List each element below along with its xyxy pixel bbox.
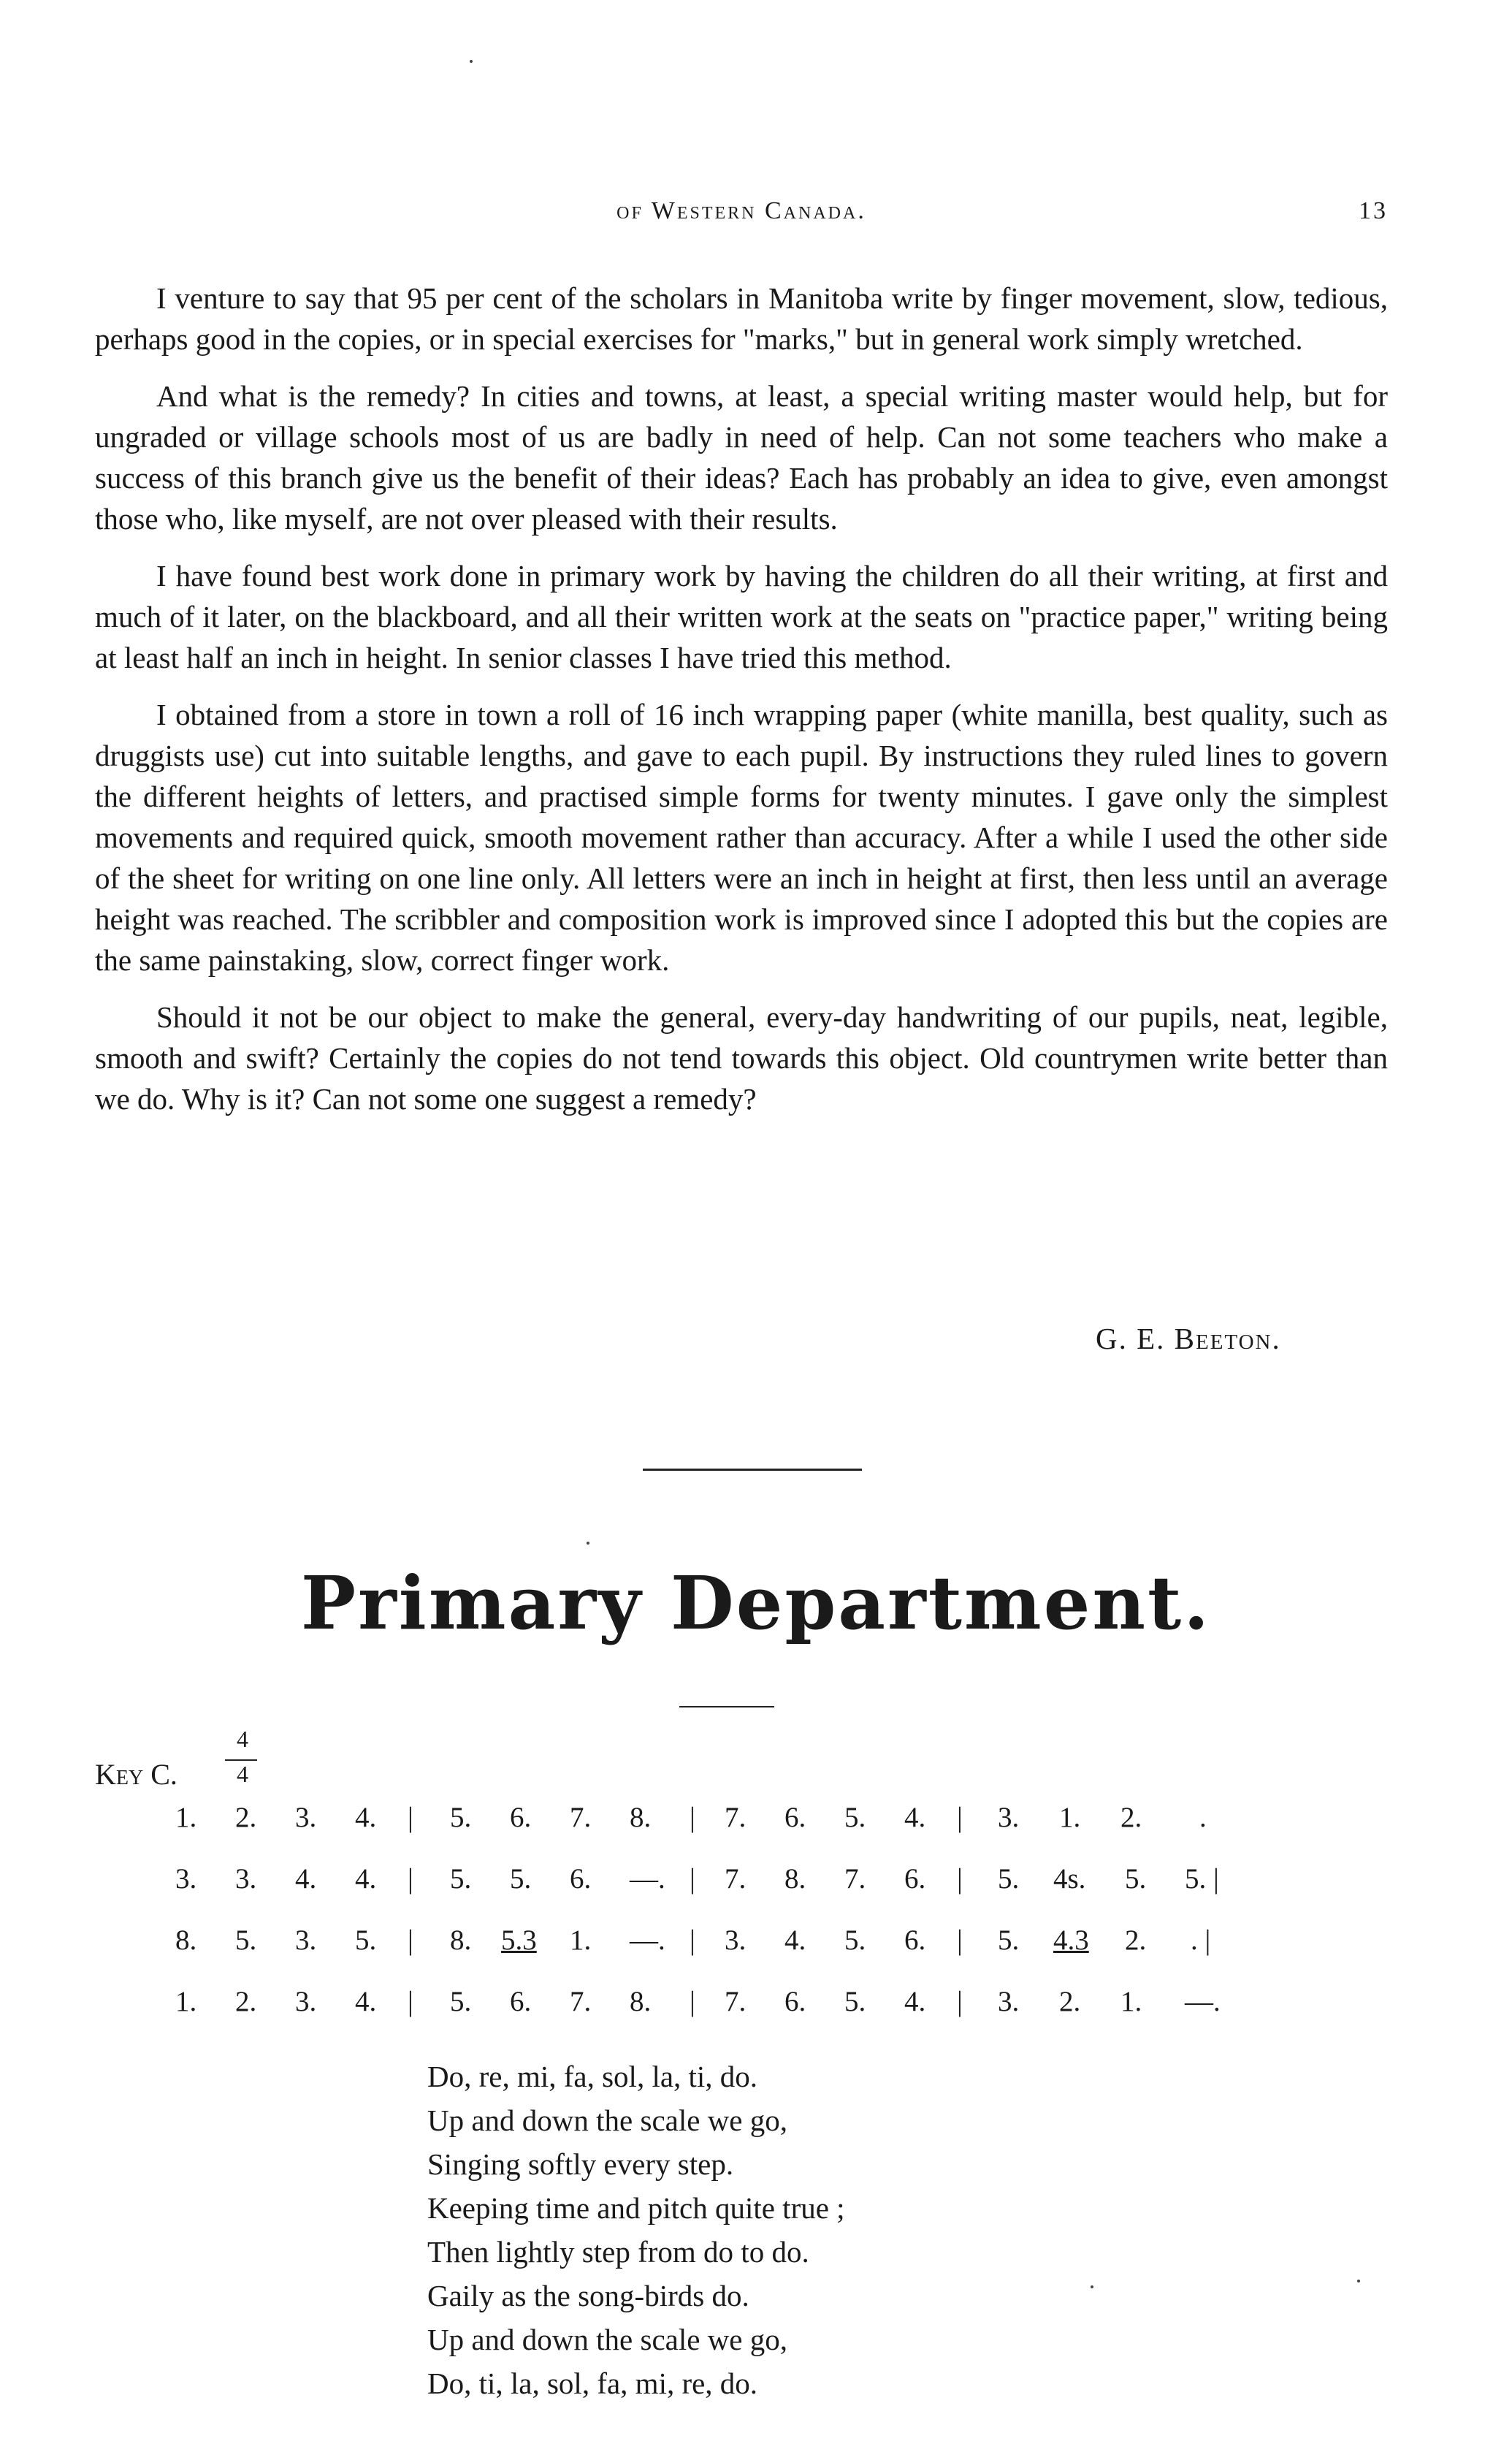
note: 1. (570, 1924, 592, 1956)
paragraph: I venture to say that 95 per cent of the scholars in Manitoba write by finger movement, slow, tedious, perhaps good in the copies, or in special exercises for "marks," but in general work simply wretched. (95, 281, 1388, 356)
note: 4. (355, 1986, 377, 2017)
note: 1. (1120, 1986, 1142, 2017)
note: . | (1191, 1924, 1211, 1956)
note: —. (630, 1863, 665, 1895)
bar-line: | (690, 1924, 695, 1956)
poem-line: Singing softly every step. (427, 2147, 734, 2181)
paragraph: Should it not be our object to make the general, every-day handwriting of our pupils, neat, legible, smooth and swift? Certainly the copies do not tend towards this object. Old countrymen write better than we do. Why is it? Can not some one suggest a remedy? (95, 1000, 1388, 1116)
note: 7. (725, 1802, 747, 1833)
note: 6. (510, 1802, 532, 1833)
paragraph: I have found best work done in primary work by having the children do all their writing, at first and much of it later, on the blackboard, and all their written work at the seats on "practice paper," writing being at least half an inch in height. In senior classes I have tried this method. (95, 559, 1388, 674)
note: 3. (235, 1863, 257, 1895)
note: 3. (295, 1802, 317, 1833)
note: 8. (175, 1924, 197, 1956)
note: 3. (998, 1802, 1020, 1833)
note: 7. (725, 1863, 747, 1895)
bar-line: | (690, 1802, 695, 1833)
note: 2. (235, 1802, 257, 1833)
note: 5. | (1185, 1863, 1219, 1895)
scale-poem (427, 2055, 845, 2405)
bar-line: | (957, 1924, 963, 1956)
running-title: of Western Canada. (616, 197, 866, 224)
print-speck (1091, 2285, 1093, 2288)
bar-line: | (957, 1802, 963, 1833)
note: 5. (235, 1924, 257, 1956)
note: 2. (1125, 1924, 1147, 1956)
note: . (1199, 1802, 1207, 1833)
note: 6. (510, 1986, 532, 2017)
heading-underline (679, 1706, 774, 1707)
bar-line: | (408, 1802, 413, 1833)
poem-line: Up and down the scale we go, (427, 2323, 788, 2356)
note: 4s. (1053, 1863, 1086, 1895)
note: —. (630, 1924, 665, 1956)
article-body (95, 278, 1388, 1135)
note: 6. (904, 1924, 926, 1956)
note: 1. (175, 1986, 197, 2017)
note: 3. (175, 1863, 197, 1895)
print-speck (587, 1542, 589, 1545)
note: 5. (998, 1924, 1020, 1956)
page-number: 13 (1359, 197, 1388, 224)
note: 8. (630, 1802, 652, 1833)
time-signature-bottom: 4 (237, 1761, 248, 1787)
poem-line: Up and down the scale we go, (427, 2103, 788, 2137)
print-speck (1357, 2280, 1360, 2282)
note: 4. (355, 1802, 377, 1833)
note: 6. (904, 1863, 926, 1895)
poem-line: Then lightly step from do to do. (427, 2235, 809, 2269)
note: 5. (844, 1986, 866, 2017)
poem-line: Keeping time and pitch quite true ; (427, 2191, 845, 2225)
bar-line: | (957, 1986, 963, 2017)
note: 3. (725, 1924, 747, 1956)
note: 7. (844, 1863, 866, 1895)
note: 5. (1125, 1863, 1147, 1895)
slurred-note: 5.3 (501, 1924, 537, 1956)
note: 5. (844, 1802, 866, 1833)
note: 1. (175, 1802, 197, 1833)
note: 2. (1059, 1986, 1081, 2017)
note: 4. (904, 1802, 926, 1833)
time-signature-top: 4 (237, 1726, 248, 1752)
bar-line: | (408, 1924, 413, 1956)
running-header (95, 197, 1388, 234)
note: 3. (295, 1924, 317, 1956)
note: 8. (784, 1863, 806, 1895)
bar-line: | (957, 1863, 963, 1895)
poem-line: Gaily as the song-birds do. (427, 2279, 749, 2312)
note: —. (1185, 1986, 1221, 2017)
note: 2. (235, 1986, 257, 2017)
bar-line: | (690, 1863, 695, 1895)
note: 6. (784, 1802, 806, 1833)
department-heading: Primary Department. (300, 1560, 1212, 1646)
note: 7. (570, 1802, 592, 1833)
note: 4. (784, 1924, 806, 1956)
note: 8. (630, 1986, 652, 2017)
paragraph: I obtained from a store in town a roll of 16 inch wrapping paper (white manilla, best quality, such as druggists use) cut into suitable lengths, and gave to each pupil. By instructions they ruled lines to govern the different heights of letters, and practised simple forms for twenty minutes. I gave only the simplest movements and required quick, smooth movement rather than accuracy. After a while I used the other side of the sheet for writing on one line only. All letters were an inch in height at first, then less until an average height was reached. The scribbler and composition work is improved since I adopted this but the copies are the same painstaking, slow, correct finger work. (95, 698, 1388, 977)
note: 5. (998, 1863, 1020, 1895)
slurred-note: 4.3 (1053, 1924, 1089, 1956)
note: 5. (355, 1924, 377, 1956)
note: 8. (450, 1924, 472, 1956)
key-label: Key C. (95, 1758, 177, 1791)
poem-line: Do, ti, la, sol, fa, mi, re, do. (427, 2367, 758, 2400)
note: 5. (510, 1863, 532, 1895)
note: 5. (450, 1802, 472, 1833)
note: 5. (450, 1986, 472, 2017)
note: 6. (784, 1986, 806, 2017)
bar-line: | (408, 1986, 413, 2017)
poem-line: Do, re, mi, fa, sol, la, ti, do. (427, 2060, 758, 2093)
note: 4. (295, 1863, 317, 1895)
author-signature: G. E. Beeton. (1096, 1322, 1281, 1355)
note: 7. (570, 1986, 592, 2017)
note: 3. (998, 1986, 1020, 2017)
note: 4. (355, 1863, 377, 1895)
note: 2. (1120, 1802, 1142, 1833)
note: 4. (904, 1986, 926, 2017)
note: 7. (725, 1986, 747, 2017)
note: 1. (1059, 1802, 1081, 1833)
note: 3. (295, 1986, 317, 2017)
paragraph: And what is the remedy? In cities and towns, at least, a special writing master would help, but for ungraded or village schools most of us are badly in need of help. Can not some teachers who make a success of this branch give us the benefit of their ideas? Each has probably an idea to give, even amongst those who, like myself, are not over pleased with their results. (95, 379, 1388, 536)
note: 5. (450, 1863, 472, 1895)
note: 6. (570, 1863, 592, 1895)
note: 5. (844, 1924, 866, 1956)
section-divider (643, 1469, 862, 1471)
bar-line: | (690, 1986, 695, 2017)
print-speck (470, 60, 473, 63)
bar-line: | (408, 1863, 413, 1895)
